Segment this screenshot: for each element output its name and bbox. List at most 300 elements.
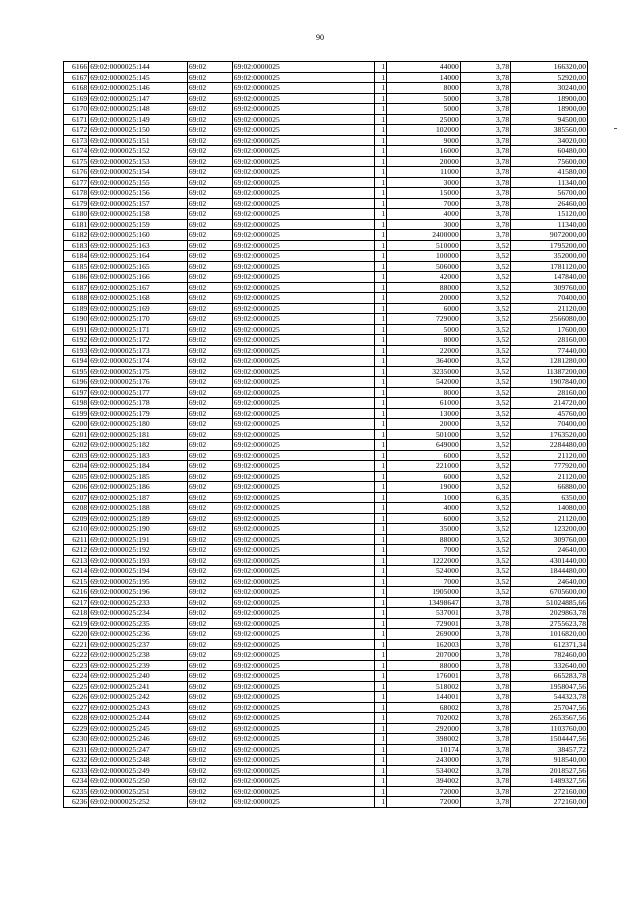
table-row xyxy=(64,398,588,409)
row-number-cell: 6188 xyxy=(64,293,89,304)
table-row xyxy=(64,671,588,682)
area-cell: 102000 xyxy=(387,125,460,136)
table-row xyxy=(64,167,588,178)
cadastral-value-cell: 2029863,78 xyxy=(511,608,588,619)
cadastral-value-cell: 385560,00 xyxy=(511,125,588,136)
cadastral-value-cell: 45760,00 xyxy=(511,408,588,419)
rate-cell: 3,78 xyxy=(460,723,510,734)
cadastral-value-cell: 1844480,00 xyxy=(511,566,588,577)
cadastral-block-cell: 69:02:0000025 xyxy=(232,167,375,178)
district-code-cell: 69:02 xyxy=(187,303,232,314)
cadastral-value-cell: 2284480,00 xyxy=(511,440,588,451)
district-code-cell: 69:02 xyxy=(187,629,232,640)
cadastral-number-cell: 69:02:0000025:188 xyxy=(89,503,188,514)
cadastral-number-cell: 69:02:0000025:240 xyxy=(89,671,188,682)
quantity-cell: 1 xyxy=(375,209,387,220)
rate-cell: 3,78 xyxy=(460,198,510,209)
district-code-cell: 69:02 xyxy=(187,135,232,146)
area-cell: 8000 xyxy=(387,83,460,94)
cadastral-value-cell: 1281280,00 xyxy=(511,356,588,367)
row-number-cell: 6233 xyxy=(64,765,89,776)
row-number-cell: 6180 xyxy=(64,209,89,220)
cadastral-block-cell: 69:02:0000025 xyxy=(232,713,375,724)
rate-cell: 3,52 xyxy=(460,408,510,419)
area-cell: 20000 xyxy=(387,156,460,167)
district-code-cell: 69:02 xyxy=(187,356,232,367)
rate-cell: 3,78 xyxy=(460,93,510,104)
cadastral-number-cell: 69:02:0000025:163 xyxy=(89,240,188,251)
cadastral-block-cell: 69:02:0000025 xyxy=(232,566,375,577)
table-row xyxy=(64,713,588,724)
cadastral-value-cell: 272160,00 xyxy=(511,797,588,808)
quantity-cell: 1 xyxy=(375,471,387,482)
row-number-cell: 6214 xyxy=(64,566,89,577)
table-row xyxy=(64,587,588,598)
rate-cell: 3,78 xyxy=(460,618,510,629)
cadastral-number-cell: 69:02:0000025:186 xyxy=(89,482,188,493)
cadastral-block-cell: 69:02:0000025 xyxy=(232,650,375,661)
table-row xyxy=(64,282,588,293)
row-number-cell: 6204 xyxy=(64,461,89,472)
district-code-cell: 69:02 xyxy=(187,167,232,178)
cadastral-block-cell: 69:02:0000025 xyxy=(232,408,375,419)
cadastral-number-cell: 69:02:0000025:144 xyxy=(89,62,188,73)
row-number-cell: 6210 xyxy=(64,524,89,535)
rate-cell: 3,52 xyxy=(460,282,510,293)
area-cell: 14000 xyxy=(387,72,460,83)
table-row xyxy=(64,650,588,661)
rate-cell: 3,52 xyxy=(460,534,510,545)
cadastral-block-cell: 69:02:0000025 xyxy=(232,303,375,314)
rate-cell: 3,52 xyxy=(460,240,510,251)
cadastral-number-cell: 69:02:0000025:182 xyxy=(89,440,188,451)
table-row xyxy=(64,114,588,125)
table-row xyxy=(64,209,588,220)
table-row xyxy=(64,314,588,325)
cadastral-value-cell: 21120,00 xyxy=(511,471,588,482)
row-number-cell: 6209 xyxy=(64,513,89,524)
rate-cell: 3,52 xyxy=(460,314,510,325)
rate-cell: 3,52 xyxy=(460,261,510,272)
cadastral-number-cell: 69:02:0000025:175 xyxy=(89,366,188,377)
quantity-cell: 1 xyxy=(375,419,387,430)
area-cell: 68002 xyxy=(387,702,460,713)
area-cell: 20000 xyxy=(387,419,460,430)
table-row xyxy=(64,545,588,556)
area-cell: 534002 xyxy=(387,765,460,776)
district-code-cell: 69:02 xyxy=(187,251,232,262)
row-number-cell: 6225 xyxy=(64,681,89,692)
row-number-cell: 6220 xyxy=(64,629,89,640)
row-number-cell: 6200 xyxy=(64,419,89,430)
district-code-cell: 69:02 xyxy=(187,639,232,650)
table-row xyxy=(64,419,588,430)
cadastral-value-cell: 1781120,00 xyxy=(511,261,588,272)
table-row xyxy=(64,534,588,545)
area-cell: 35000 xyxy=(387,524,460,535)
district-code-cell: 69:02 xyxy=(187,482,232,493)
cadastral-value-cell: 18900,00 xyxy=(511,104,588,115)
cadastral-value-cell: 70400,00 xyxy=(511,419,588,430)
district-code-cell: 69:02 xyxy=(187,72,232,83)
rate-cell: 3,78 xyxy=(460,786,510,797)
row-number-cell: 6198 xyxy=(64,398,89,409)
cadastral-value-cell: 147840,00 xyxy=(511,272,588,283)
row-number-cell: 6190 xyxy=(64,314,89,325)
quantity-cell: 1 xyxy=(375,335,387,346)
district-code-cell: 69:02 xyxy=(187,461,232,472)
cadastral-number-cell: 69:02:0000025:155 xyxy=(89,177,188,188)
row-number-cell: 6193 xyxy=(64,345,89,356)
cadastral-number-cell: 69:02:0000025:154 xyxy=(89,167,188,178)
area-cell: 7000 xyxy=(387,576,460,587)
table-row xyxy=(64,786,588,797)
cadastral-block-cell: 69:02:0000025 xyxy=(232,419,375,430)
district-code-cell: 69:02 xyxy=(187,608,232,619)
cadastral-number-cell: 69:02:0000025:237 xyxy=(89,639,188,650)
area-cell: 524000 xyxy=(387,566,460,577)
quantity-cell: 1 xyxy=(375,786,387,797)
land-registry-table xyxy=(63,61,588,808)
quantity-cell: 1 xyxy=(375,755,387,766)
cadastral-value-cell: 94500,00 xyxy=(511,114,588,125)
row-number-cell: 6218 xyxy=(64,608,89,619)
table-row xyxy=(64,629,588,640)
rate-cell: 3,78 xyxy=(460,209,510,220)
row-number-cell: 6199 xyxy=(64,408,89,419)
table-row xyxy=(64,765,588,776)
area-cell: 506000 xyxy=(387,261,460,272)
cadastral-value-cell: 544323,78 xyxy=(511,692,588,703)
cadastral-block-cell: 69:02:0000025 xyxy=(232,93,375,104)
row-number-cell: 6230 xyxy=(64,734,89,745)
row-number-cell: 6178 xyxy=(64,188,89,199)
quantity-cell: 1 xyxy=(375,713,387,724)
area-cell: 15000 xyxy=(387,188,460,199)
rate-cell: 3,52 xyxy=(460,461,510,472)
cadastral-block-cell: 69:02:0000025 xyxy=(232,608,375,619)
cadastral-value-cell: 4301440,00 xyxy=(511,555,588,566)
area-cell: 10174 xyxy=(387,744,460,755)
district-code-cell: 69:02 xyxy=(187,723,232,734)
district-code-cell: 69:02 xyxy=(187,524,232,535)
table-row xyxy=(64,566,588,577)
cadastral-value-cell: 918540,00 xyxy=(511,755,588,766)
cadastral-block-cell: 69:02:0000025 xyxy=(232,377,375,388)
table-row xyxy=(64,356,588,367)
area-cell: 2400000 xyxy=(387,230,460,241)
table-row xyxy=(64,797,588,808)
quantity-cell: 1 xyxy=(375,219,387,230)
quantity-cell: 1 xyxy=(375,765,387,776)
cadastral-block-cell: 69:02:0000025 xyxy=(232,450,375,461)
cadastral-block-cell: 69:02:0000025 xyxy=(232,597,375,608)
rate-cell: 3,52 xyxy=(460,576,510,587)
cadastral-block-cell: 69:02:0000025 xyxy=(232,492,375,503)
cadastral-value-cell: 309760,00 xyxy=(511,534,588,545)
district-code-cell: 69:02 xyxy=(187,324,232,335)
rate-cell: 3,78 xyxy=(460,597,510,608)
cadastral-number-cell: 69:02:0000025:195 xyxy=(89,576,188,587)
table-row xyxy=(64,524,588,535)
row-number-cell: 6175 xyxy=(64,156,89,167)
cadastral-block-cell: 69:02:0000025 xyxy=(232,692,375,703)
table-row xyxy=(64,335,588,346)
cadastral-number-cell: 69:02:0000025:149 xyxy=(89,114,188,125)
district-code-cell: 69:02 xyxy=(187,209,232,220)
table-row xyxy=(64,608,588,619)
district-code-cell: 69:02 xyxy=(187,702,232,713)
district-code-cell: 69:02 xyxy=(187,503,232,514)
district-code-cell: 69:02 xyxy=(187,797,232,808)
district-code-cell: 69:02 xyxy=(187,240,232,251)
area-cell: 4000 xyxy=(387,503,460,514)
row-number-cell: 6168 xyxy=(64,83,89,94)
cadastral-block-cell: 69:02:0000025 xyxy=(232,219,375,230)
cadastral-value-cell: 70400,00 xyxy=(511,293,588,304)
district-code-cell: 69:02 xyxy=(187,156,232,167)
cadastral-number-cell: 69:02:0000025:178 xyxy=(89,398,188,409)
quantity-cell: 1 xyxy=(375,534,387,545)
cadastral-value-cell: 11340,00 xyxy=(511,177,588,188)
area-cell: 518002 xyxy=(387,681,460,692)
cadastral-block-cell: 69:02:0000025 xyxy=(232,230,375,241)
rate-cell: 3,52 xyxy=(460,387,510,398)
cadastral-value-cell: 60480,00 xyxy=(511,146,588,157)
row-number-cell: 6219 xyxy=(64,618,89,629)
rate-cell: 3,78 xyxy=(460,167,510,178)
quantity-cell: 1 xyxy=(375,744,387,755)
cadastral-block-cell: 69:02:0000025 xyxy=(232,356,375,367)
table-row xyxy=(64,240,588,251)
table-row xyxy=(64,776,588,787)
table-row xyxy=(64,303,588,314)
area-cell: 542000 xyxy=(387,377,460,388)
cadastral-value-cell: 17600,00 xyxy=(511,324,588,335)
district-code-cell: 69:02 xyxy=(187,734,232,745)
cadastral-block-cell: 69:02:0000025 xyxy=(232,503,375,514)
district-code-cell: 69:02 xyxy=(187,219,232,230)
cadastral-block-cell: 69:02:0000025 xyxy=(232,104,375,115)
cadastral-block-cell: 69:02:0000025 xyxy=(232,240,375,251)
quantity-cell: 1 xyxy=(375,156,387,167)
table-body xyxy=(64,62,588,808)
district-code-cell: 69:02 xyxy=(187,314,232,325)
cadastral-block-cell: 69:02:0000025 xyxy=(232,765,375,776)
quantity-cell: 1 xyxy=(375,723,387,734)
quantity-cell: 1 xyxy=(375,482,387,493)
quantity-cell: 1 xyxy=(375,387,387,398)
area-cell: 88000 xyxy=(387,534,460,545)
rate-cell: 3,52 xyxy=(460,272,510,283)
area-cell: 176001 xyxy=(387,671,460,682)
table-row xyxy=(64,261,588,272)
area-cell: 8000 xyxy=(387,335,460,346)
quantity-cell: 1 xyxy=(375,177,387,188)
table-row xyxy=(64,156,588,167)
area-cell: 162003 xyxy=(387,639,460,650)
row-number-cell: 6177 xyxy=(64,177,89,188)
row-number-cell: 6187 xyxy=(64,282,89,293)
rate-cell: 3,52 xyxy=(460,293,510,304)
cadastral-block-cell: 69:02:0000025 xyxy=(232,387,375,398)
cadastral-value-cell: 28160,00 xyxy=(511,387,588,398)
cadastral-number-cell: 69:02:0000025:242 xyxy=(89,692,188,703)
cadastral-value-cell: 166320,00 xyxy=(511,62,588,73)
district-code-cell: 69:02 xyxy=(187,755,232,766)
rate-cell: 3,78 xyxy=(460,83,510,94)
cadastral-block-cell: 69:02:0000025 xyxy=(232,471,375,482)
cadastral-number-cell: 69:02:0000025:166 xyxy=(89,272,188,283)
table-row xyxy=(64,492,588,503)
area-cell: 3000 xyxy=(387,219,460,230)
quantity-cell: 1 xyxy=(375,146,387,157)
cadastral-value-cell: 30240,00 xyxy=(511,83,588,94)
cadastral-number-cell: 69:02:0000025:185 xyxy=(89,471,188,482)
district-code-cell: 69:02 xyxy=(187,545,232,556)
rate-cell: 3,52 xyxy=(460,524,510,535)
row-number-cell: 6186 xyxy=(64,272,89,283)
cadastral-block-cell: 69:02:0000025 xyxy=(232,114,375,125)
cadastral-value-cell: 11387200,00 xyxy=(511,366,588,377)
table-row xyxy=(64,618,588,629)
table-row xyxy=(64,230,588,241)
rate-cell: 3,78 xyxy=(460,125,510,136)
district-code-cell: 69:02 xyxy=(187,188,232,199)
cadastral-value-cell: 2018527,56 xyxy=(511,765,588,776)
quantity-cell: 1 xyxy=(375,692,387,703)
quantity-cell: 1 xyxy=(375,503,387,514)
quantity-cell: 1 xyxy=(375,566,387,577)
cadastral-value-cell: 2566080,00 xyxy=(511,314,588,325)
table-row xyxy=(64,755,588,766)
cadastral-number-cell: 69:02:0000025:151 xyxy=(89,135,188,146)
district-code-cell: 69:02 xyxy=(187,345,232,356)
table-row xyxy=(64,251,588,262)
rate-cell: 3,78 xyxy=(460,629,510,640)
cadastral-number-cell: 69:02:0000025:248 xyxy=(89,755,188,766)
quantity-cell: 1 xyxy=(375,251,387,262)
district-code-cell: 69:02 xyxy=(187,419,232,430)
area-cell: 6000 xyxy=(387,303,460,314)
district-code-cell: 69:02 xyxy=(187,744,232,755)
table-row xyxy=(64,293,588,304)
area-cell: 19000 xyxy=(387,482,460,493)
quantity-cell: 1 xyxy=(375,398,387,409)
cadastral-number-cell: 69:02:0000025:192 xyxy=(89,545,188,556)
rate-cell: 3,78 xyxy=(460,797,510,808)
rate-cell: 3,52 xyxy=(460,303,510,314)
district-code-cell: 69:02 xyxy=(187,261,232,272)
quantity-cell: 1 xyxy=(375,303,387,314)
district-code-cell: 69:02 xyxy=(187,146,232,157)
cadastral-block-cell: 69:02:0000025 xyxy=(232,146,375,157)
quantity-cell: 1 xyxy=(375,356,387,367)
area-cell: 1222000 xyxy=(387,555,460,566)
cadastral-block-cell: 69:02:0000025 xyxy=(232,681,375,692)
cadastral-number-cell: 69:02:0000025:177 xyxy=(89,387,188,398)
district-code-cell: 69:02 xyxy=(187,692,232,703)
cadastral-value-cell: 6350,00 xyxy=(511,492,588,503)
cadastral-block-cell: 69:02:0000025 xyxy=(232,314,375,325)
cadastral-block-cell: 69:02:0000025 xyxy=(232,618,375,629)
table-row xyxy=(64,146,588,157)
cadastral-number-cell: 69:02:0000025:249 xyxy=(89,765,188,776)
district-code-cell: 69:02 xyxy=(187,62,232,73)
area-cell: 25000 xyxy=(387,114,460,125)
cadastral-block-cell: 69:02:0000025 xyxy=(232,272,375,283)
cadastral-block-cell: 69:02:0000025 xyxy=(232,461,375,472)
quantity-cell: 1 xyxy=(375,293,387,304)
area-cell: 269000 xyxy=(387,629,460,640)
cadastral-block-cell: 69:02:0000025 xyxy=(232,261,375,272)
district-code-cell: 69:02 xyxy=(187,408,232,419)
row-number-cell: 6185 xyxy=(64,261,89,272)
quantity-cell: 1 xyxy=(375,629,387,640)
cadastral-value-cell: 1489327,56 xyxy=(511,776,588,787)
table-row xyxy=(64,723,588,734)
cadastral-number-cell: 69:02:0000025:169 xyxy=(89,303,188,314)
area-cell: 9000 xyxy=(387,135,460,146)
cadastral-block-cell: 69:02:0000025 xyxy=(232,188,375,199)
row-number-cell: 6184 xyxy=(64,251,89,262)
rate-cell: 3,52 xyxy=(460,419,510,430)
cadastral-value-cell: 15120,00 xyxy=(511,209,588,220)
cadastral-value-cell: 123200,00 xyxy=(511,524,588,535)
district-code-cell: 69:02 xyxy=(187,293,232,304)
cadastral-number-cell: 69:02:0000025:247 xyxy=(89,744,188,755)
table-row xyxy=(64,135,588,146)
area-cell: 6000 xyxy=(387,450,460,461)
cadastral-number-cell: 69:02:0000025:165 xyxy=(89,261,188,272)
table-row xyxy=(64,450,588,461)
area-cell: 292000 xyxy=(387,723,460,734)
table-row xyxy=(64,597,588,608)
cadastral-number-cell: 69:02:0000025:196 xyxy=(89,587,188,598)
district-code-cell: 69:02 xyxy=(187,597,232,608)
row-number-cell: 6236 xyxy=(64,797,89,808)
cadastral-number-cell: 69:02:0000025:152 xyxy=(89,146,188,157)
cadastral-value-cell: 11340,00 xyxy=(511,219,588,230)
cadastral-number-cell: 69:02:0000025:159 xyxy=(89,219,188,230)
district-code-cell: 69:02 xyxy=(187,114,232,125)
area-cell: 72000 xyxy=(387,797,460,808)
area-cell: 3235000 xyxy=(387,366,460,377)
cadastral-number-cell: 69:02:0000025:180 xyxy=(89,419,188,430)
cadastral-block-cell: 69:02:0000025 xyxy=(232,524,375,535)
area-cell: 394002 xyxy=(387,776,460,787)
quantity-cell: 1 xyxy=(375,734,387,745)
cadastral-value-cell: 352000,00 xyxy=(511,251,588,262)
table-row xyxy=(64,387,588,398)
row-number-cell: 6192 xyxy=(64,335,89,346)
quantity-cell: 1 xyxy=(375,188,387,199)
cadastral-value-cell: 9072000,00 xyxy=(511,230,588,241)
rate-cell: 3,78 xyxy=(460,72,510,83)
cadastral-number-cell: 69:02:0000025:153 xyxy=(89,156,188,167)
district-code-cell: 69:02 xyxy=(187,230,232,241)
area-cell: 510000 xyxy=(387,240,460,251)
district-code-cell: 69:02 xyxy=(187,555,232,566)
rate-cell: 3,52 xyxy=(460,377,510,388)
quantity-cell: 1 xyxy=(375,587,387,598)
cadastral-block-cell: 69:02:0000025 xyxy=(232,776,375,787)
cadastral-block-cell: 69:02:0000025 xyxy=(232,702,375,713)
table-row xyxy=(64,219,588,230)
cadastral-value-cell: 77440,00 xyxy=(511,345,588,356)
cadastral-number-cell: 69:02:0000025:184 xyxy=(89,461,188,472)
cadastral-value-cell: 612371,34 xyxy=(511,639,588,650)
